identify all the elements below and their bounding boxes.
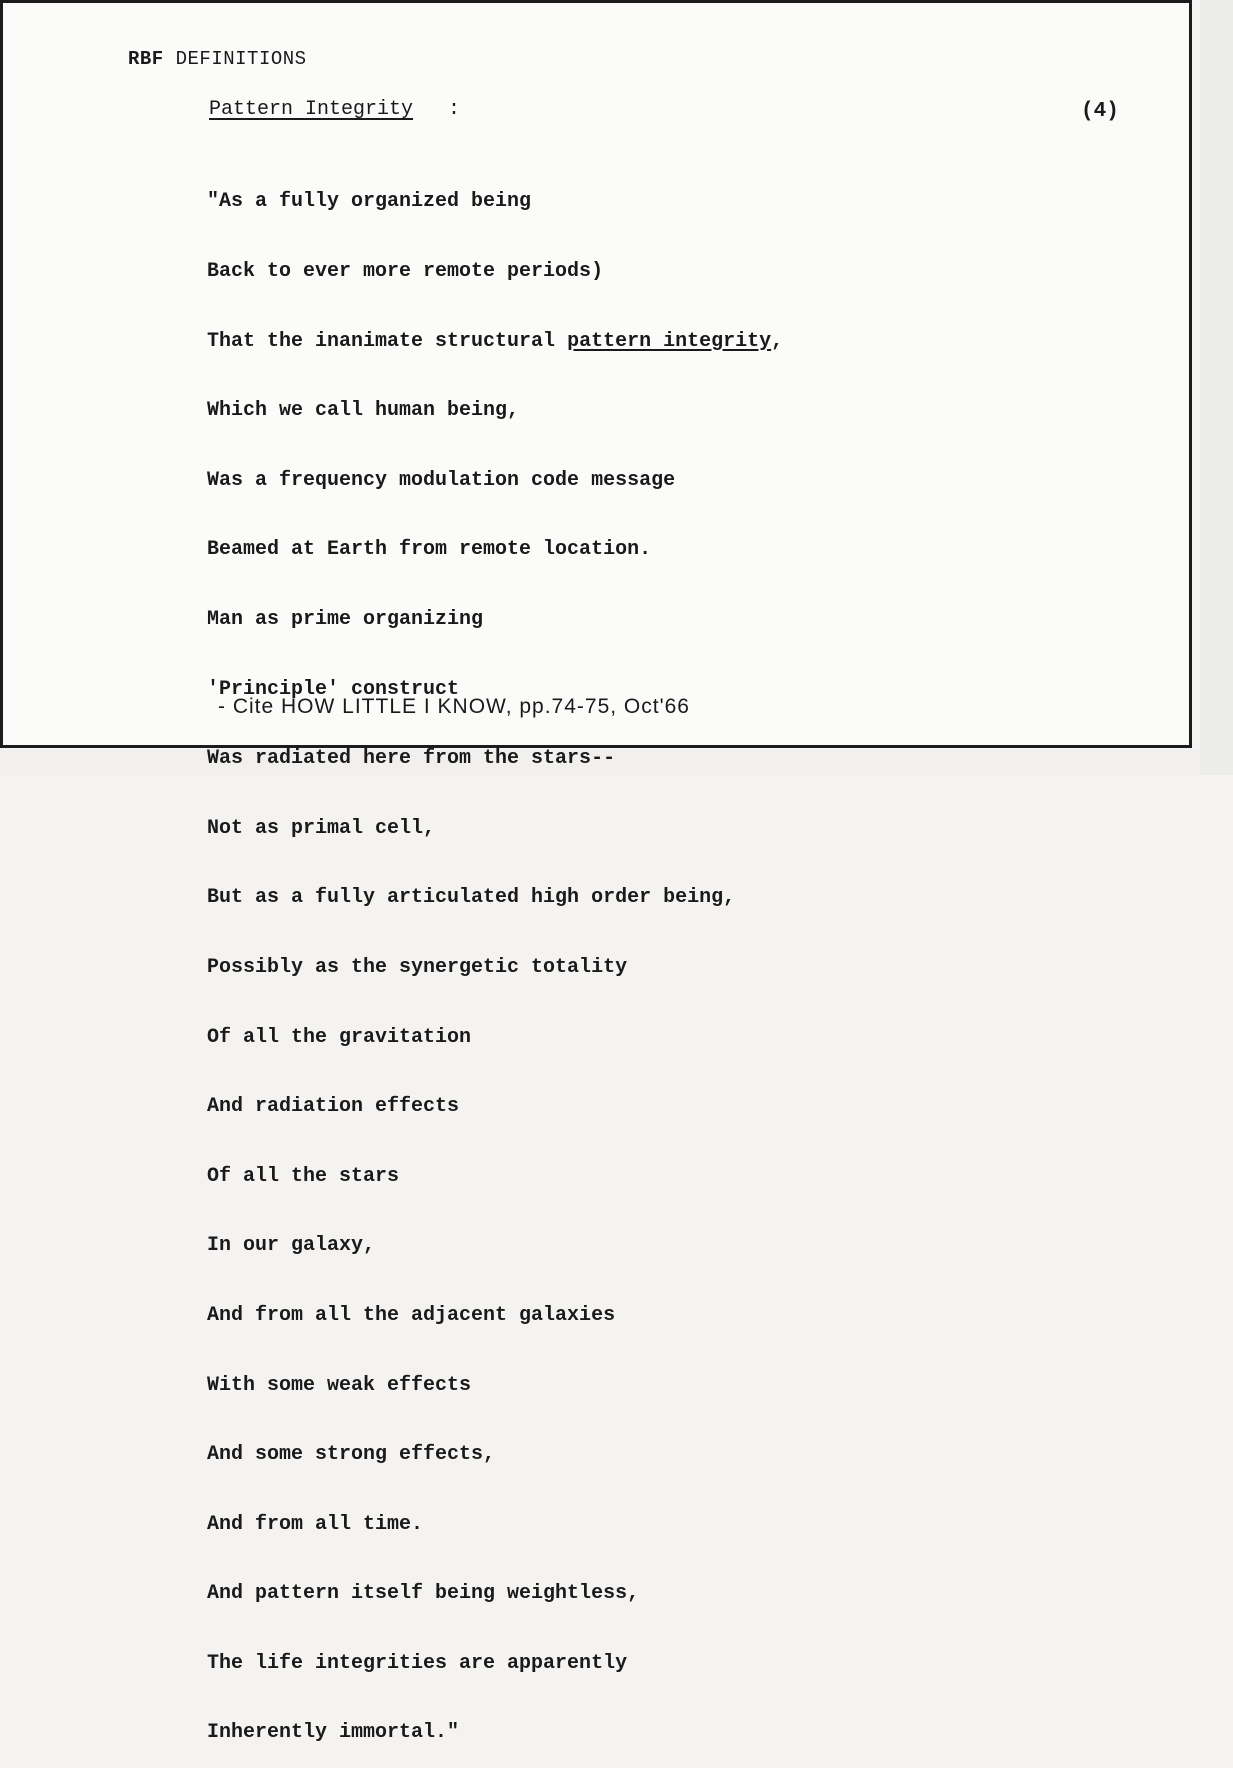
header-prefix: RBF bbox=[128, 48, 164, 70]
quote-line: And pattern itself being weightless, bbox=[207, 1582, 640, 1606]
quote-line: In our galaxy, bbox=[207, 1234, 376, 1258]
underlined-trailing: , bbox=[771, 329, 784, 353]
quote-line: And radiation effects bbox=[207, 1095, 460, 1119]
quote-line: And from all the adjacent galaxies bbox=[207, 1303, 616, 1327]
scan-right-margin bbox=[1200, 0, 1233, 775]
quote-line: But as a fully articulated high order being, bbox=[207, 886, 736, 910]
term-label: Pattern Integrity bbox=[209, 98, 414, 121]
quote-line: Inherently immortal." bbox=[207, 1721, 460, 1745]
quote-line: Beamed at Earth from remote location. bbox=[207, 538, 652, 562]
quote-line: Not as primal cell, bbox=[207, 816, 436, 840]
term-colon: : bbox=[448, 98, 461, 121]
quote-line: "As a fully organized being bbox=[207, 190, 532, 214]
quote-line: With some weak effects bbox=[207, 1373, 472, 1397]
quote-line: Back to ever more remote periods) bbox=[207, 260, 604, 283]
quote-line: Of all the stars bbox=[207, 1164, 400, 1188]
quote-line: 'Principle' construct bbox=[207, 677, 460, 701]
quote-line: The life integrities are apparently bbox=[207, 1651, 628, 1675]
quote-line: And some strong effects, bbox=[207, 1443, 496, 1467]
quote-line-text: That the inanimate structural bbox=[207, 329, 568, 353]
definition-quote bbox=[207, 144, 783, 1768]
quote-line: Was radiated here from the stars-- bbox=[207, 747, 616, 771]
quote-line: Possibly as the synergetic totality bbox=[207, 955, 628, 979]
citation: - Cite HOW LITTLE I KNOW, pp.74-75, Oct'66 bbox=[218, 695, 690, 718]
quote-line: Man as prime organizing bbox=[207, 607, 484, 631]
quote-line: And from all time. bbox=[207, 1512, 424, 1536]
quote-line bbox=[207, 330, 783, 353]
underlined-phrase: pattern integrity bbox=[567, 329, 772, 353]
entry-number: (4) bbox=[1081, 100, 1119, 123]
quote-line: Of all the gravitation bbox=[207, 1025, 472, 1049]
quote-line: Was a frequency modulation code message bbox=[207, 468, 676, 492]
header-title: DEFINITIONS bbox=[175, 48, 307, 70]
definition-term bbox=[209, 98, 413, 121]
quote-line: Which we call human being, bbox=[207, 399, 520, 423]
page-header bbox=[128, 48, 307, 70]
